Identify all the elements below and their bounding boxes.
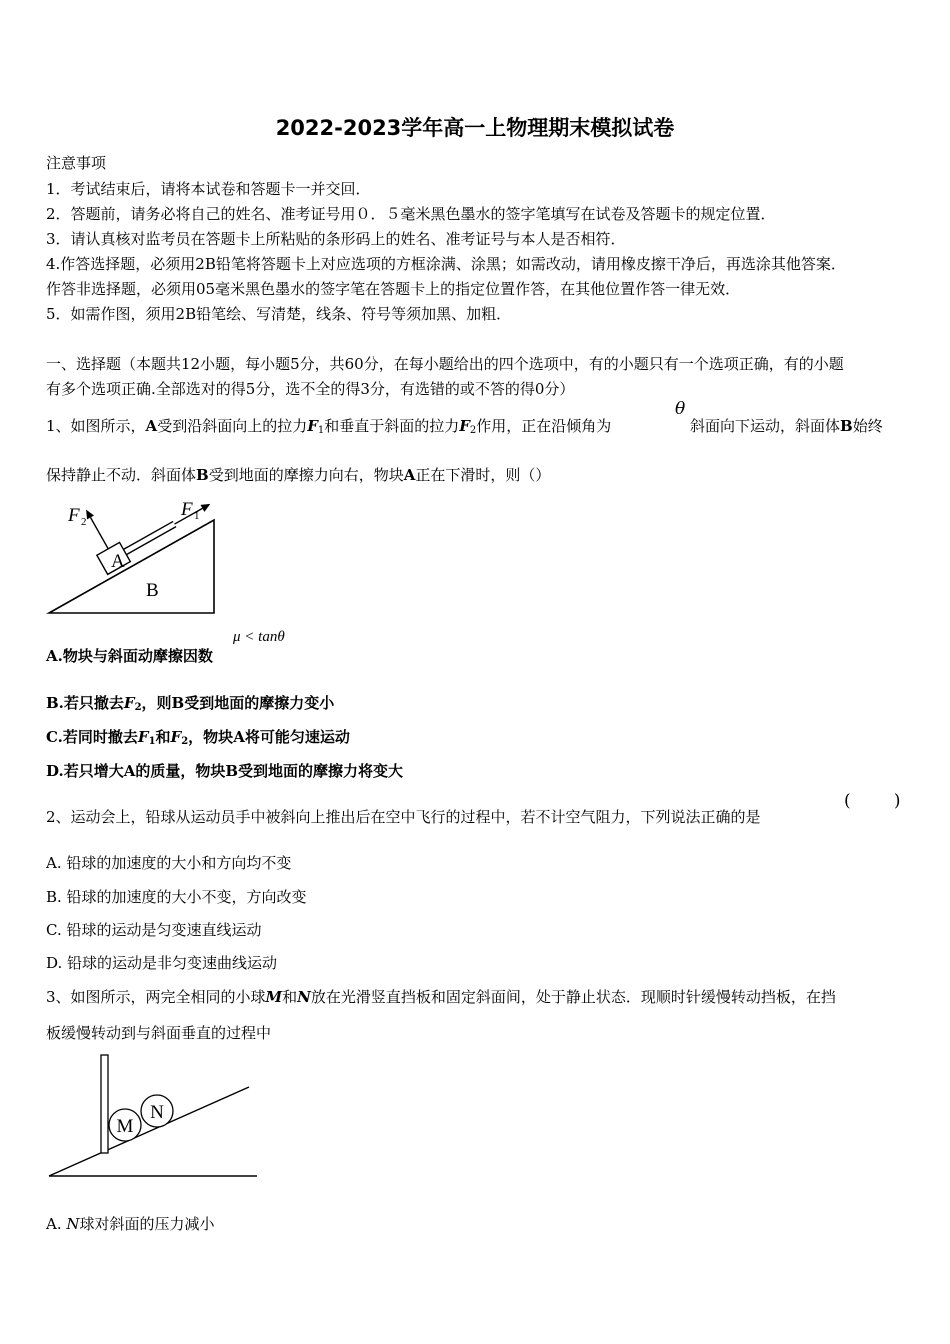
q3-fig-ball-n: N — [150, 1102, 164, 1123]
q2-option-a: A. 铅球的加速度的大小和方向均不变 — [46, 854, 292, 872]
q2-option-d: D. 铅球的运动是非匀变速曲线运动 — [46, 954, 278, 972]
q1-option-d: D.若只增大A的质量，物块B受到地面的摩擦力将变大 — [46, 762, 404, 780]
q3-option-a: A. N球对斜面的压力减小 — [46, 1215, 215, 1233]
q2-option-b: B. 铅球的加速度的大小不变，方向改变 — [46, 888, 307, 906]
page-title: 2022-2023学年高一上物理期末模拟试卷 — [275, 116, 675, 140]
q1-theta-symbol: θ — [675, 399, 686, 419]
q3-fig-ball-m: M — [116, 1116, 134, 1137]
q1-fig-label-f1-sub: 1 — [194, 510, 200, 522]
q1-fig-label-f2: F — [68, 505, 80, 526]
notice-heading: 注意事项 — [46, 154, 107, 172]
q1-fig-label-f2-sub: 2 — [81, 516, 87, 528]
q1-option-a-formula: μ < tanθ — [233, 629, 285, 645]
q2-stem: 2、运动会上，铅球从运动员手中被斜向上推出后在空中飞行的过程中，若不计空气阻力，下列说法正确的是 — [46, 808, 761, 826]
q1-stem-line1-end: 斜面向下运动，斜面体B始终 — [690, 417, 883, 435]
notice-item-4: 4.作答选择题，必须用2B铅笔将答题卡上对应选项的方框涂满、涂黑；如需改动，请用橡皮擦干净后，再选涂其他答案． — [46, 255, 846, 273]
q3-stem-line2: 板缓慢转动到与斜面垂直的过程中 — [46, 1024, 272, 1042]
notice-item-1: 1．考试结束后，请将本试卷和答题卡一并交回． — [46, 180, 371, 198]
q1-option-a: A.物块与斜面动摩擦因数 — [46, 647, 213, 665]
notice-item-3: 3．请认真核对监考员在答题卡上所粘贴的条形码上的姓名、准考证号与本人是否相符． — [46, 230, 626, 248]
q1-fig-label-f1: F — [181, 499, 193, 520]
q1-option-b: B.若只撤去$F_2$，则B受到地面的摩擦力变小 — [46, 694, 335, 713]
q2-answer-paren: ( ) — [844, 791, 901, 811]
q3-balls-figure — [44, 1052, 264, 1182]
q1-stem-line2: 保持静止不动．斜面体B受到地面的摩擦力向右，物块A正在下滑时，则（） — [46, 466, 551, 484]
section-instruction-line2: 有多个选项正确.全部选对的得5分，选不全的得3分，有选错的或不答的得0分） — [46, 380, 575, 398]
q2-option-c: C. 铅球的运动是匀变速直线运动 — [46, 921, 262, 939]
q1-incline-figure — [44, 494, 224, 618]
notice-item-4-cont: 作答非选择题，必须用05毫米黑色墨水的签字笔在答题卡上的指定位置作答，在其他位置作答一律无效． — [46, 280, 741, 298]
q1-fig-label-b: B — [146, 580, 159, 601]
notice-item-2: 2．答题前，请务必将自己的姓名、准考证号用０．５毫米黑色墨水的签字笔填写在试卷及答题卡的规定位置． — [46, 205, 776, 223]
section-instruction-line1: 一、选择题（本题共12小题，每小题5分，共60分，在每小题给出的四个选项中，有的小题只有一个选项正确，有的小题 — [46, 355, 844, 373]
q1-stem-line1: 1、如图所示，A受到沿斜面向上的拉力$F_1$和垂直于斜面的拉力$F_2$作用，正在沿倾角为 — [46, 417, 612, 436]
q3-stem-line1: 3、如图所示，两完全相同的小球M和N放在光滑竖直挡板和固定斜面间，处于静止状态．现顺时针缓慢转动挡板，在挡 — [46, 988, 836, 1006]
q1-fig-label-a: A — [111, 551, 125, 572]
notice-item-5: 5．如需作图，须用2B铅笔绘、写清楚，线条、符号等须加黑、加粗． — [46, 305, 512, 323]
q1-option-c: C.若同时撤去$F_1$和$F_2$，物块A将可能匀速运动 — [46, 728, 350, 747]
